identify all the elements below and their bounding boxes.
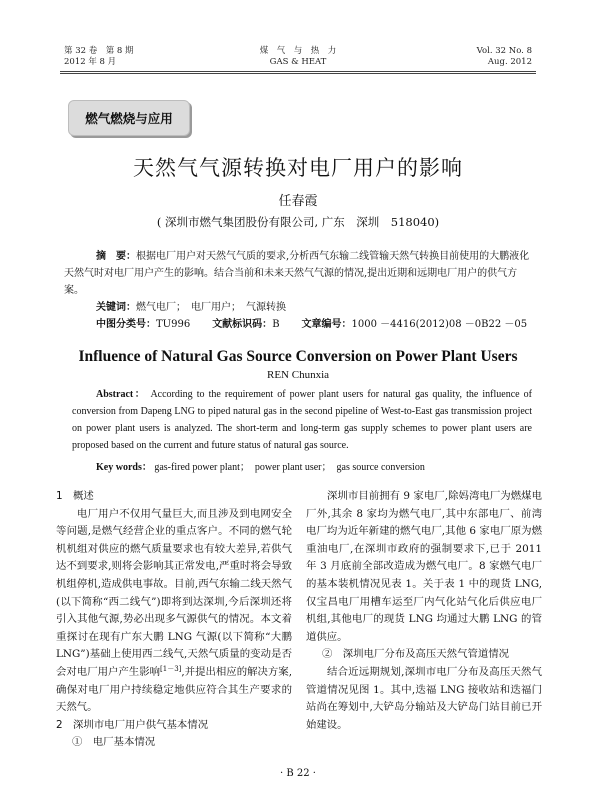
- abstract-en-text: According to the requirement of power plant users for natural gas quality, the influence of conversion from Dapeng LNG to piped natural gas in the second pipeline of West-to-East gas transmission project on power plant users is analyzed. The short-term and long-term gas supply schemes to power plant users are proposed based on the current and future status of natural gas source.: [72, 389, 533, 451]
- s1-text-b: ,并提出相应的解决方案,确保对电厂用户持续稳定地供应符合其生产要求的天然气。: [56, 665, 293, 714]
- journal-name-cn: 煤 气 与 热 力: [259, 46, 337, 56]
- affiliation-cn: ( 深圳市燃气集团股份有限公司, 广东 深圳 518040): [156, 215, 440, 229]
- author-cn: 任春霞: [278, 194, 318, 209]
- keywords-en-text: gas-fired power plant； power plant user； gas source conversion: [154, 462, 425, 473]
- journal-name-en: GAS & HEAT: [269, 57, 327, 67]
- header-date: 2012 年 8 月: [64, 57, 117, 67]
- s1-text-a: 电厂用户不仅用气量巨大,而且涉及到电网安全等问题,是燃气经营企业的重点客户。不同的燃气轮机机组对供应的燃气质量要求也有较大差异,若供气达不到要求,则将会影响其正常发电,严重时将会导致机组停机,造成供电事故。目前,西气东输二线天然气(以下简称“西二线气”)即将到达深圳,今后深圳还将引入其他气源,势必出现多气源供气的情况。本文着重探讨在现有广东大鹏 LNG 气源(以下简称“大鹏 LNG”)基础上使用西二线气,天然气质量的变动是否会对电厂用户产生影响: [56, 507, 292, 678]
- abstract-en-label: Abstract：: [96, 389, 147, 400]
- classification-row: [96, 318, 527, 332]
- keywords-en-label: Key words：: [96, 462, 152, 473]
- article-title-cn: 天然气气源转换对电厂用户的影响: [133, 156, 463, 180]
- subsection-2-2-heading: ② 深圳电厂分布及高压天然气管道情况: [322, 648, 510, 661]
- header-vol-no: Vol. 32 No. 8: [476, 46, 532, 56]
- header-rule-bottom: [60, 73, 536, 74]
- clc-value: TU996: [156, 319, 191, 330]
- keywords-cn-label: 关键词：: [96, 302, 136, 313]
- abstract-en: [72, 386, 532, 454]
- section-tag: 燃气燃烧与应用: [68, 100, 190, 136]
- subsection-2-1-heading: ① 电厂基本情况: [72, 736, 156, 749]
- right-paragraph-1: 深圳市目前拥有 9 家电厂,除妈湾电厂为燃煤电厂外,其余 8 家均为燃气电厂,其中东部电厂、前湾电厂均为近年新建的燃气电厂,其他 6 家电厂原为燃重油电厂,在深圳市政府的强制要求下,已于 2011 年 3 月底前全部改造成为燃气电厂。8 家燃气电厂的基本装机情况见表 1。关于表 1 中的现货 LNG,仅宝昌电厂用槽车运至厂内气化站气化后供应电厂机组,其他电厂的现货 LNG 均通过大鹏 LNG 的管道供应。: [306, 490, 542, 643]
- article-title-en: Influence of Natural Gas Source Conversion on Power Plant Users: [78, 348, 518, 365]
- section-2-heading: 2 深圳市电厂用户供气基本情况: [56, 718, 209, 731]
- abstract-cn-text: 根据电厂用户对天然气气质的要求,分析西气东输二线管输天然气转换目前使用的大鹏液化天然气时对电厂用户产生的影响。结合当前和未来天然气气源的情况,提出近期和远期电厂用户的供气方案。: [64, 251, 530, 296]
- article-no-value: 1000 －4416(2012)08 －0B22 －05: [351, 319, 528, 330]
- section-1-paragraph: [56, 506, 292, 717]
- citation-ref: [1－3]: [160, 664, 182, 673]
- right-paragraph-2: 结合近远期规划,深圳市电厂分布及高压天然气管道情况见图 1。其中,迭福 LNG 接收站和迭福门站尚在筹划中,大铲岛分输站及大铲岛门站目前已开始建设。: [306, 665, 542, 731]
- doc-code-value: B: [272, 319, 280, 330]
- section-1-heading: 1 概述: [56, 490, 94, 502]
- page-number: · B 22 ·: [280, 768, 316, 779]
- article-no-label: 文章编号：: [301, 319, 352, 330]
- clc-label: 中图分类号：: [96, 319, 156, 330]
- doc-code-label: 文献标识码：: [212, 319, 273, 330]
- body-column-left: [56, 488, 292, 752]
- keywords-cn-text: 燃气电厂； 电厂用户； 气源转换: [136, 302, 286, 313]
- header-rule-top: [60, 71, 536, 72]
- header-volume-issue: 第 32 卷 第 8 期: [64, 46, 134, 56]
- header-month-year: Aug. 2012: [487, 57, 532, 67]
- keywords-cn: [96, 301, 286, 315]
- abstract-cn-label: 摘 要：: [96, 251, 136, 262]
- author-en: REN Chunxia: [266, 369, 330, 381]
- journal-volume-en: [477, 46, 532, 68]
- abstract-cn: [64, 248, 534, 299]
- body-column-right: [306, 488, 542, 734]
- keywords-en: [96, 458, 425, 473]
